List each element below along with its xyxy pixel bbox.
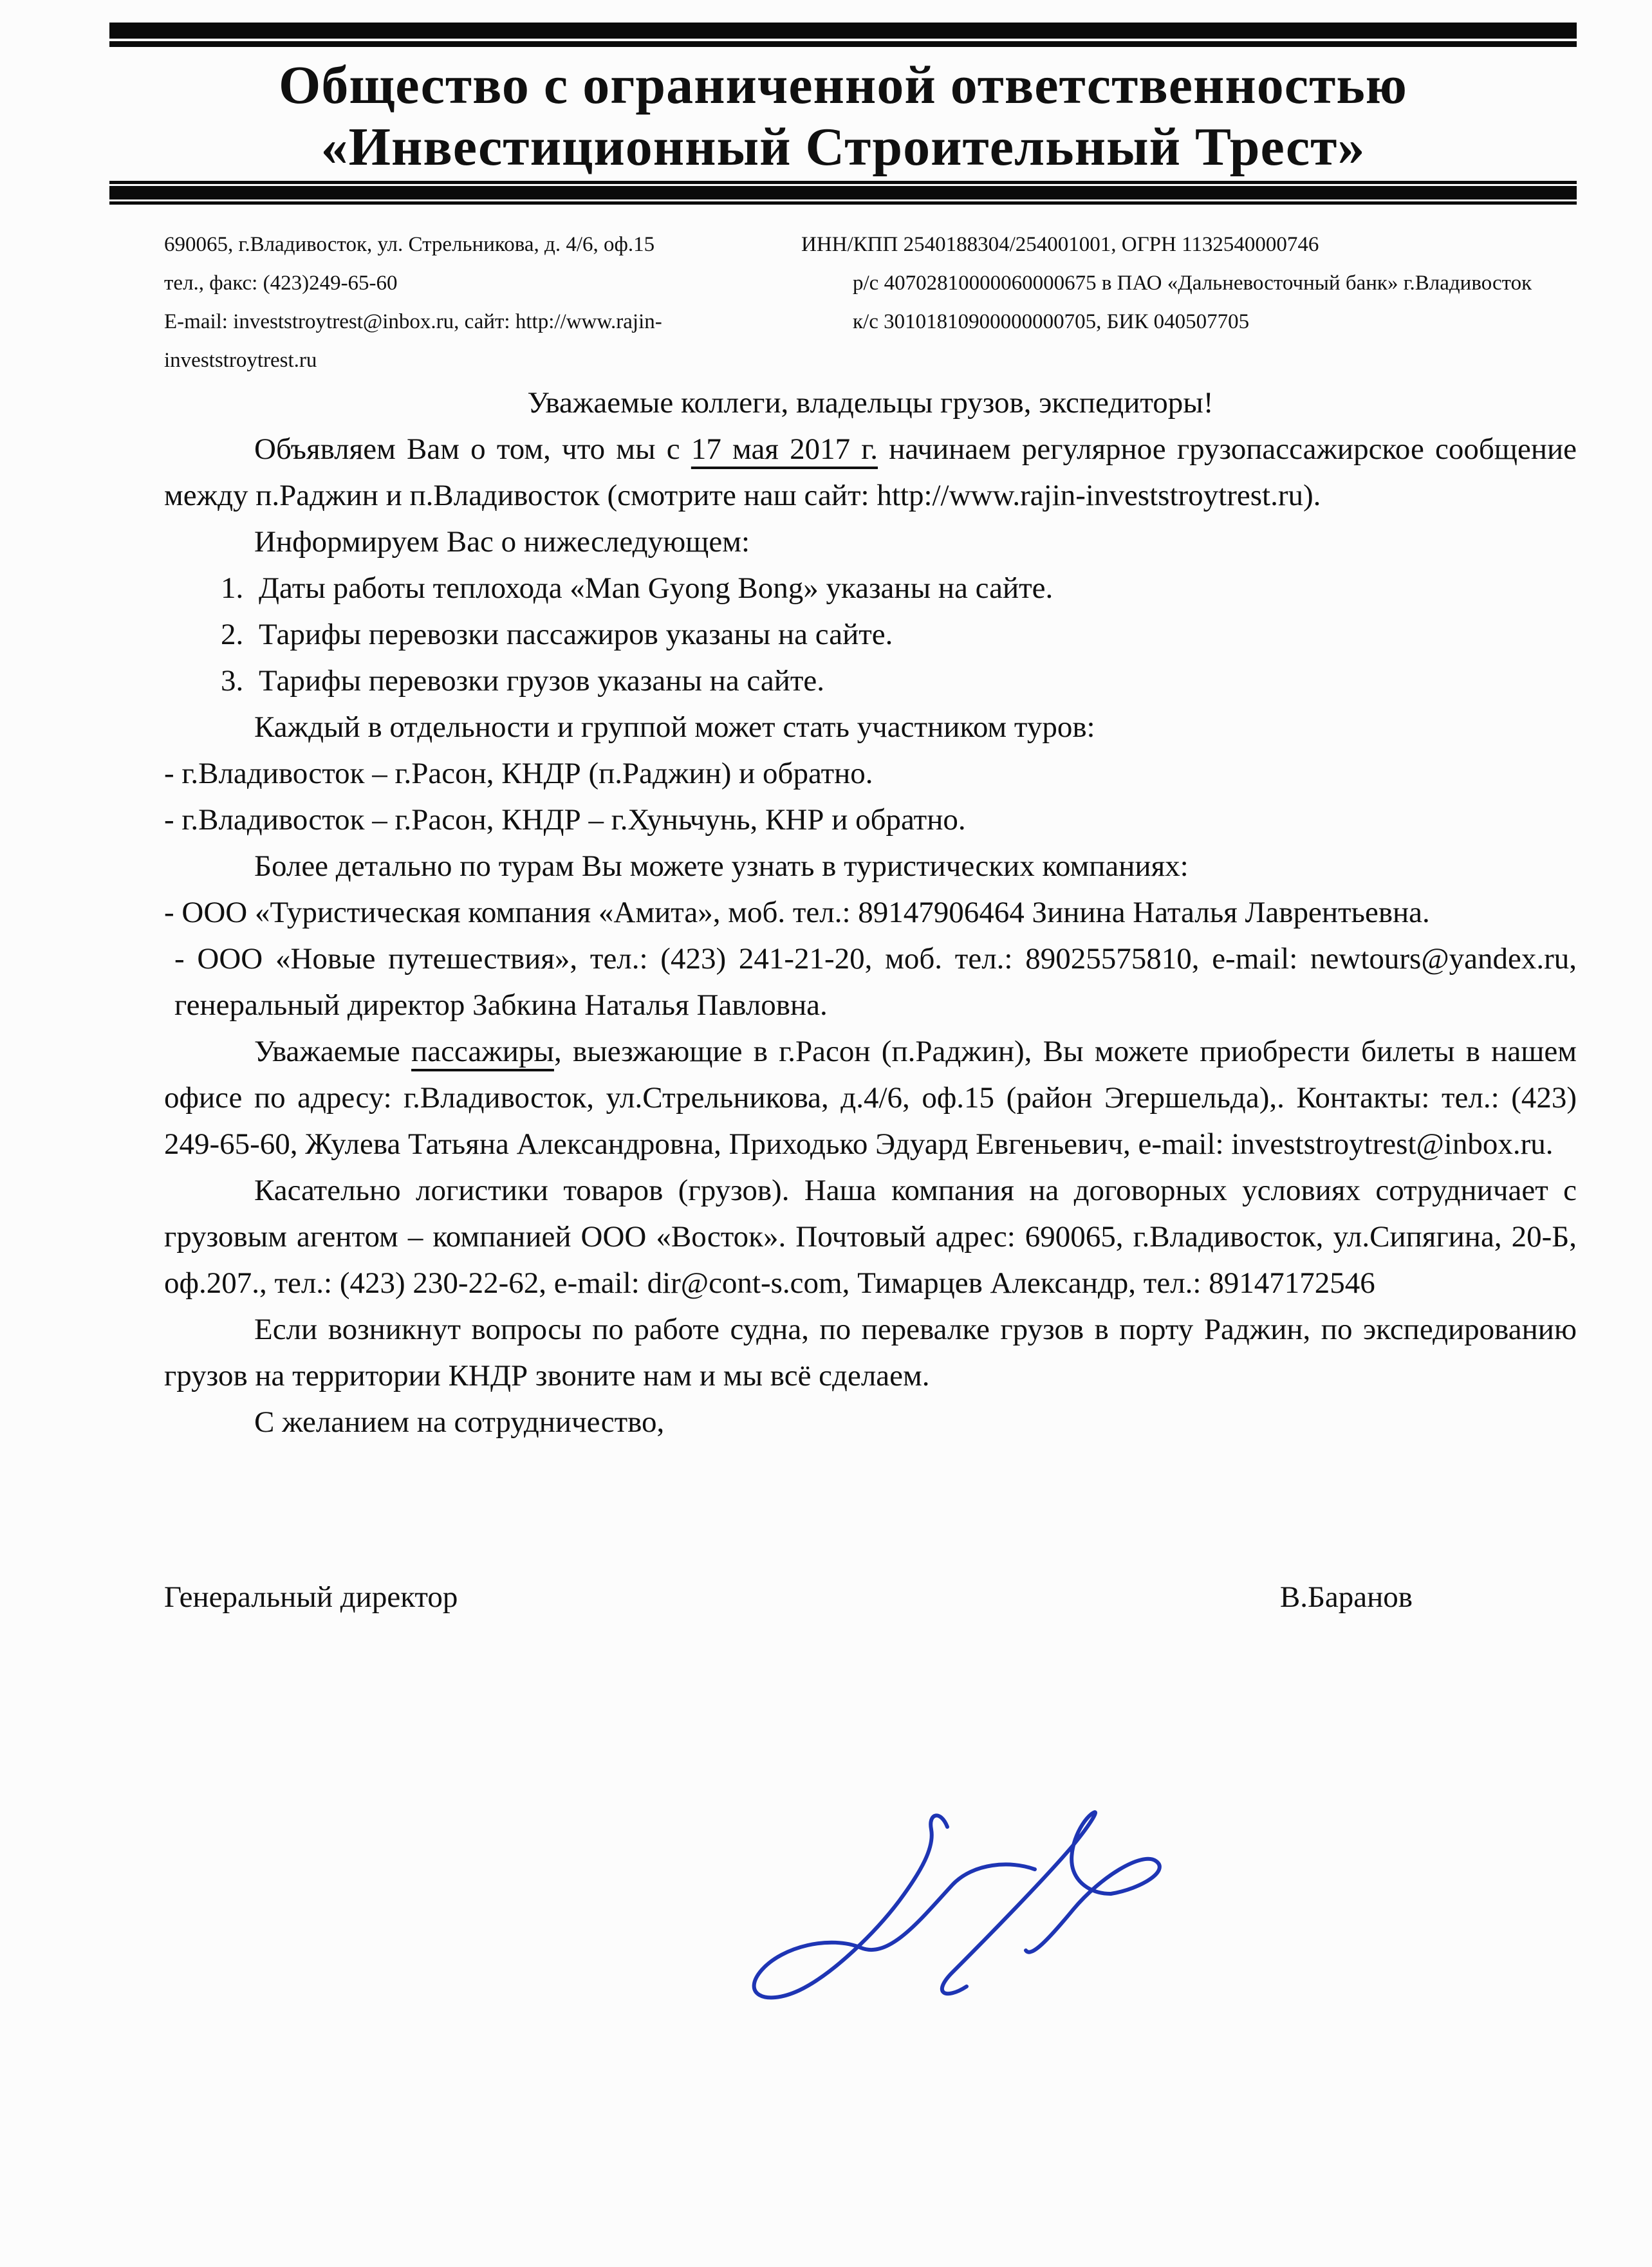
questions-paragraph: Если возникнут вопросы по работе судна, по перевалке грузов в порту Раджин, по экспедированию грузов на территории КНДР звоните нам и мы всё сделаем.	[164, 1313, 1577, 1393]
contact-phone-fax-line: тел., факс: (423)249-65-60	[164, 272, 398, 295]
signer-name: В.Баранов	[1279, 1580, 1413, 1614]
passengers-text-before: Уважаемые	[254, 1035, 412, 1068]
contact-inn-ogrn-line: ИНН/КПП 2540188304/254001001, ОГРН 1132540000746	[801, 233, 1319, 256]
info-intro-line: Информируем Вас о нижеследующем:	[254, 525, 750, 559]
passengers-text-after: , выезжающие в г.Расон (п.Раджин), Вы можете приобрести билеты в нашем офисе по адресу: г.Владивосток, ул.Стрельникова, д.4/6, оф.15 (район Эгершельда),. Контакты: тел.: (423) 249-65-60, Жулева Татьяна Александровна, Приходько Эдуард Евгеньевич, e-mail: investstroytrest@inbox.ru.	[164, 1035, 1577, 1161]
contacts-right-column	[801, 225, 1577, 380]
letterhead-bottom-rule	[109, 181, 1577, 205]
route-line-1: - г.Владивосток – г.Расон, КНДР (п.Раджин) и обратно.	[164, 757, 873, 790]
letterhead	[109, 23, 1577, 380]
announcement-date-underlined: 17 мая 2017 г.	[691, 432, 878, 466]
agency-amita-line: - ООО «Туристическая компания «Амита», моб. тел.: 89147906464 Зинина Наталья Лаврентьевна.	[164, 896, 1430, 929]
contact-settlement-account-line: р/с 40702810000060000675 в ПАО «Дальневосточный банк» г.Владивосток	[853, 272, 1532, 295]
announcement-text-before: Объявляем Вам о том, что мы с	[254, 432, 691, 466]
announcement-text-after: начинаем регулярное грузопассажирское сообщение между п.Раджин и п.Владивосток (смотрите наш сайт: http://www.rajin-investstroytrest.ru).	[164, 432, 1577, 512]
letter-body	[164, 380, 1577, 1620]
logistics-paragraph: Касательно логистики товаров (грузов). Наша компания на договорных условиях сотрудничает с грузовым агентом – компанией ООО «Восток». Почтовый адрес: 690065, г.Владивосток, ул.Сипягина, 20-Б, оф.207., тел.: (423) 230-22-62, e-mail: dir@cont-s.com, Тимарцев Александр, тел.: 89147172546	[164, 1174, 1577, 1300]
tours-intro-line: Каждый в отдельности и группой может стать участником туров:	[254, 710, 1095, 744]
announcement-paragraph	[164, 426, 1577, 519]
passengers-paragraph	[164, 1028, 1577, 1167]
list-item-passenger-tariffs: 2. Тарифы перевозки пассажиров указаны на сайте.	[251, 611, 1577, 658]
closing-line: С желанием на сотрудничество,	[254, 1405, 665, 1439]
company-type-title: Общество с ограниченной ответственностью	[279, 55, 1407, 115]
services-list	[164, 565, 1577, 704]
signature	[740, 1799, 1191, 2017]
contact-corr-account-line: к/с 30101810900000000705, БИК 040507705	[853, 310, 1250, 333]
list-item-cargo-tariffs: 3. Тарифы перевозки грузов указаны на сайте.	[251, 658, 1577, 704]
contact-address-line: 690065, г.Владивосток, ул. Стрельникова, д. 4/6, оф.15	[164, 233, 655, 256]
company-name-title: «Инвестиционный Строительный Трест»	[320, 117, 1366, 177]
passengers-word-underlined: пассажиры	[411, 1035, 554, 1068]
salutation-line: Уважаемые коллеги, владельцы грузов, экспедиторы!	[527, 386, 1214, 420]
contact-email-site-line: E-mail: investstroytrest@inbox.ru, сайт: http://www.rajin-investstroytrest.ru	[164, 310, 662, 372]
signature-row	[164, 1574, 1577, 1620]
agency-newtours-line: - ООО «Новые путешествия», тел.: (423) 241-21-20, моб. тел.: 89025575810, e-mail: newtours@yandex.ru, генеральный директор Забкина Наталья Павловна.	[174, 942, 1577, 1022]
contacts-left-column	[164, 225, 801, 380]
letterhead-top-rule	[109, 23, 1577, 47]
contacts-block	[164, 225, 1577, 380]
list-item-ship-dates: 1. Даты работы теплохода «Man Gyong Bong» указаны на сайте.	[251, 565, 1577, 611]
tours-detail-line: Более детально по турам Вы можете узнать в туристических компаниях:	[254, 849, 1189, 883]
route-line-2: - г.Владивосток – г.Расон, КНДР – г.Хуньчунь, КНР и обратно.	[164, 803, 966, 837]
signer-title: Генеральный директор	[164, 1580, 458, 1614]
